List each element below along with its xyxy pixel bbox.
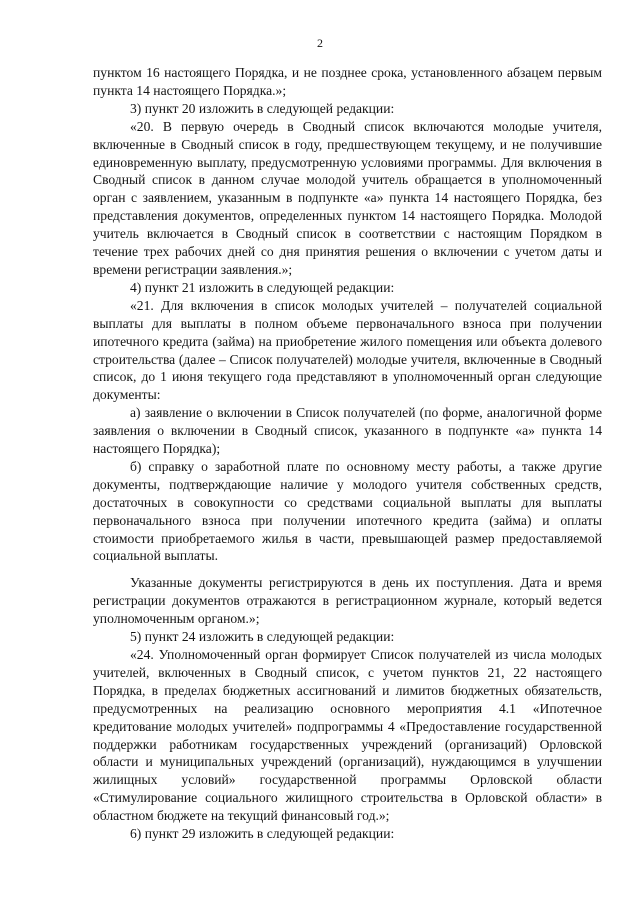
paragraph-item-4: 4) пункт 21 изложить в следующей редакции:: [130, 279, 395, 295]
paragraph-subitem-b: б) справку о заработной плате по основному месту работы, а также другие документы, подтверждающие наличие у молодого учителя собственных средств, достаточных в совокупности со средствами социальной выплаты для выплаты первоначального взноса при получении ипотечного кредита (займа) и оплаты стоимости приобретаемого жилья в части, превышающей размер предоставляемой социальной выплаты.: [93, 458, 602, 564]
paragraph-item-5: 5) пункт 24 изложить в следующей редакции:: [130, 629, 395, 645]
document-body: [93, 64, 602, 843]
paragraph-registration-note: Указанные документы регистрируются в день их поступления. Дата и время регистрации документов отражаются в регистрационном журнале, который ведется уполномоченным органом.»;: [93, 575, 602, 627]
paragraph-subitem-a: а) заявление о включении в Список получателей (по форме, аналогичной форме заявления о включении в Сводный список, указанного в подпункте «а» пункта 14 настоящего Порядка);: [93, 405, 602, 457]
paragraph-point-21: «21. Для включения в список молодых учителей – получателей социальной выплаты для выплаты в полном объеме первоначального взноса при получении ипотечного кредита (займа) на приобретение жилого помещения или объекта долевого строительства (далее – Список получателей) молодые учителя, включенные в Сводный список, до 1 июня текущего года представляют в уполномоченный орган следующие документы:: [93, 297, 602, 403]
paragraph-point-24: «24. Уполномоченный орган формирует Список получателей из числа молодых учителей, включенных в Сводный список, с учетом пунктов 21, 22 настоящего Порядка, в пределах бюджетных ассигнований и лимитов бюджетных обязательств, предусмотренных на реализацию основного мероприятия 4.1 «Ипотечное кредитование молодых учителей» подпрограммы 4 «Предоставление государственной поддержки работникам государственных учреждений (организаций) Орловской области и муниципальных учреждений (организаций), нуждающимся в улучшении жилищных условий» государственной программы Орловской области «Стимулирование социального жилищного строительства в Орловской области» в областном бюджете на текущий финансовый год.»;: [93, 647, 602, 824]
paragraph-item-6: 6) пункт 29 изложить в следующей редакции:: [130, 826, 395, 842]
page-number: 2: [317, 36, 323, 50]
paragraph-item-3: 3) пункт 20 изложить в следующей редакции:: [130, 100, 395, 116]
paragraph-point-20: «20. В первую очередь в Сводный список включаются молодые учителя, включенные в Сводный список в году, предшествующем текущему, и не получившие единовременную выплату, предусмотренную условиями программы. Для включения в Сводный список в данном случае молодой учитель обращается в уполномоченный орган с заявлением, указанным в подпункте «а» пункта 14 настоящего Порядка, без представления документов, определенных пунктом 14 настоящего Порядка. Молодой учитель включается в Сводный список в соответствии с настоящим Порядком в течение трех рабочих дней со дня принятия решения о включении с учетом даты и времени регистрации заявления.»;: [93, 118, 602, 277]
paragraph-continuation: пунктом 16 настоящего Порядка, и не позднее срока, установленного абзацем первым пункта 14 настоящего Порядка.»;: [93, 65, 602, 98]
